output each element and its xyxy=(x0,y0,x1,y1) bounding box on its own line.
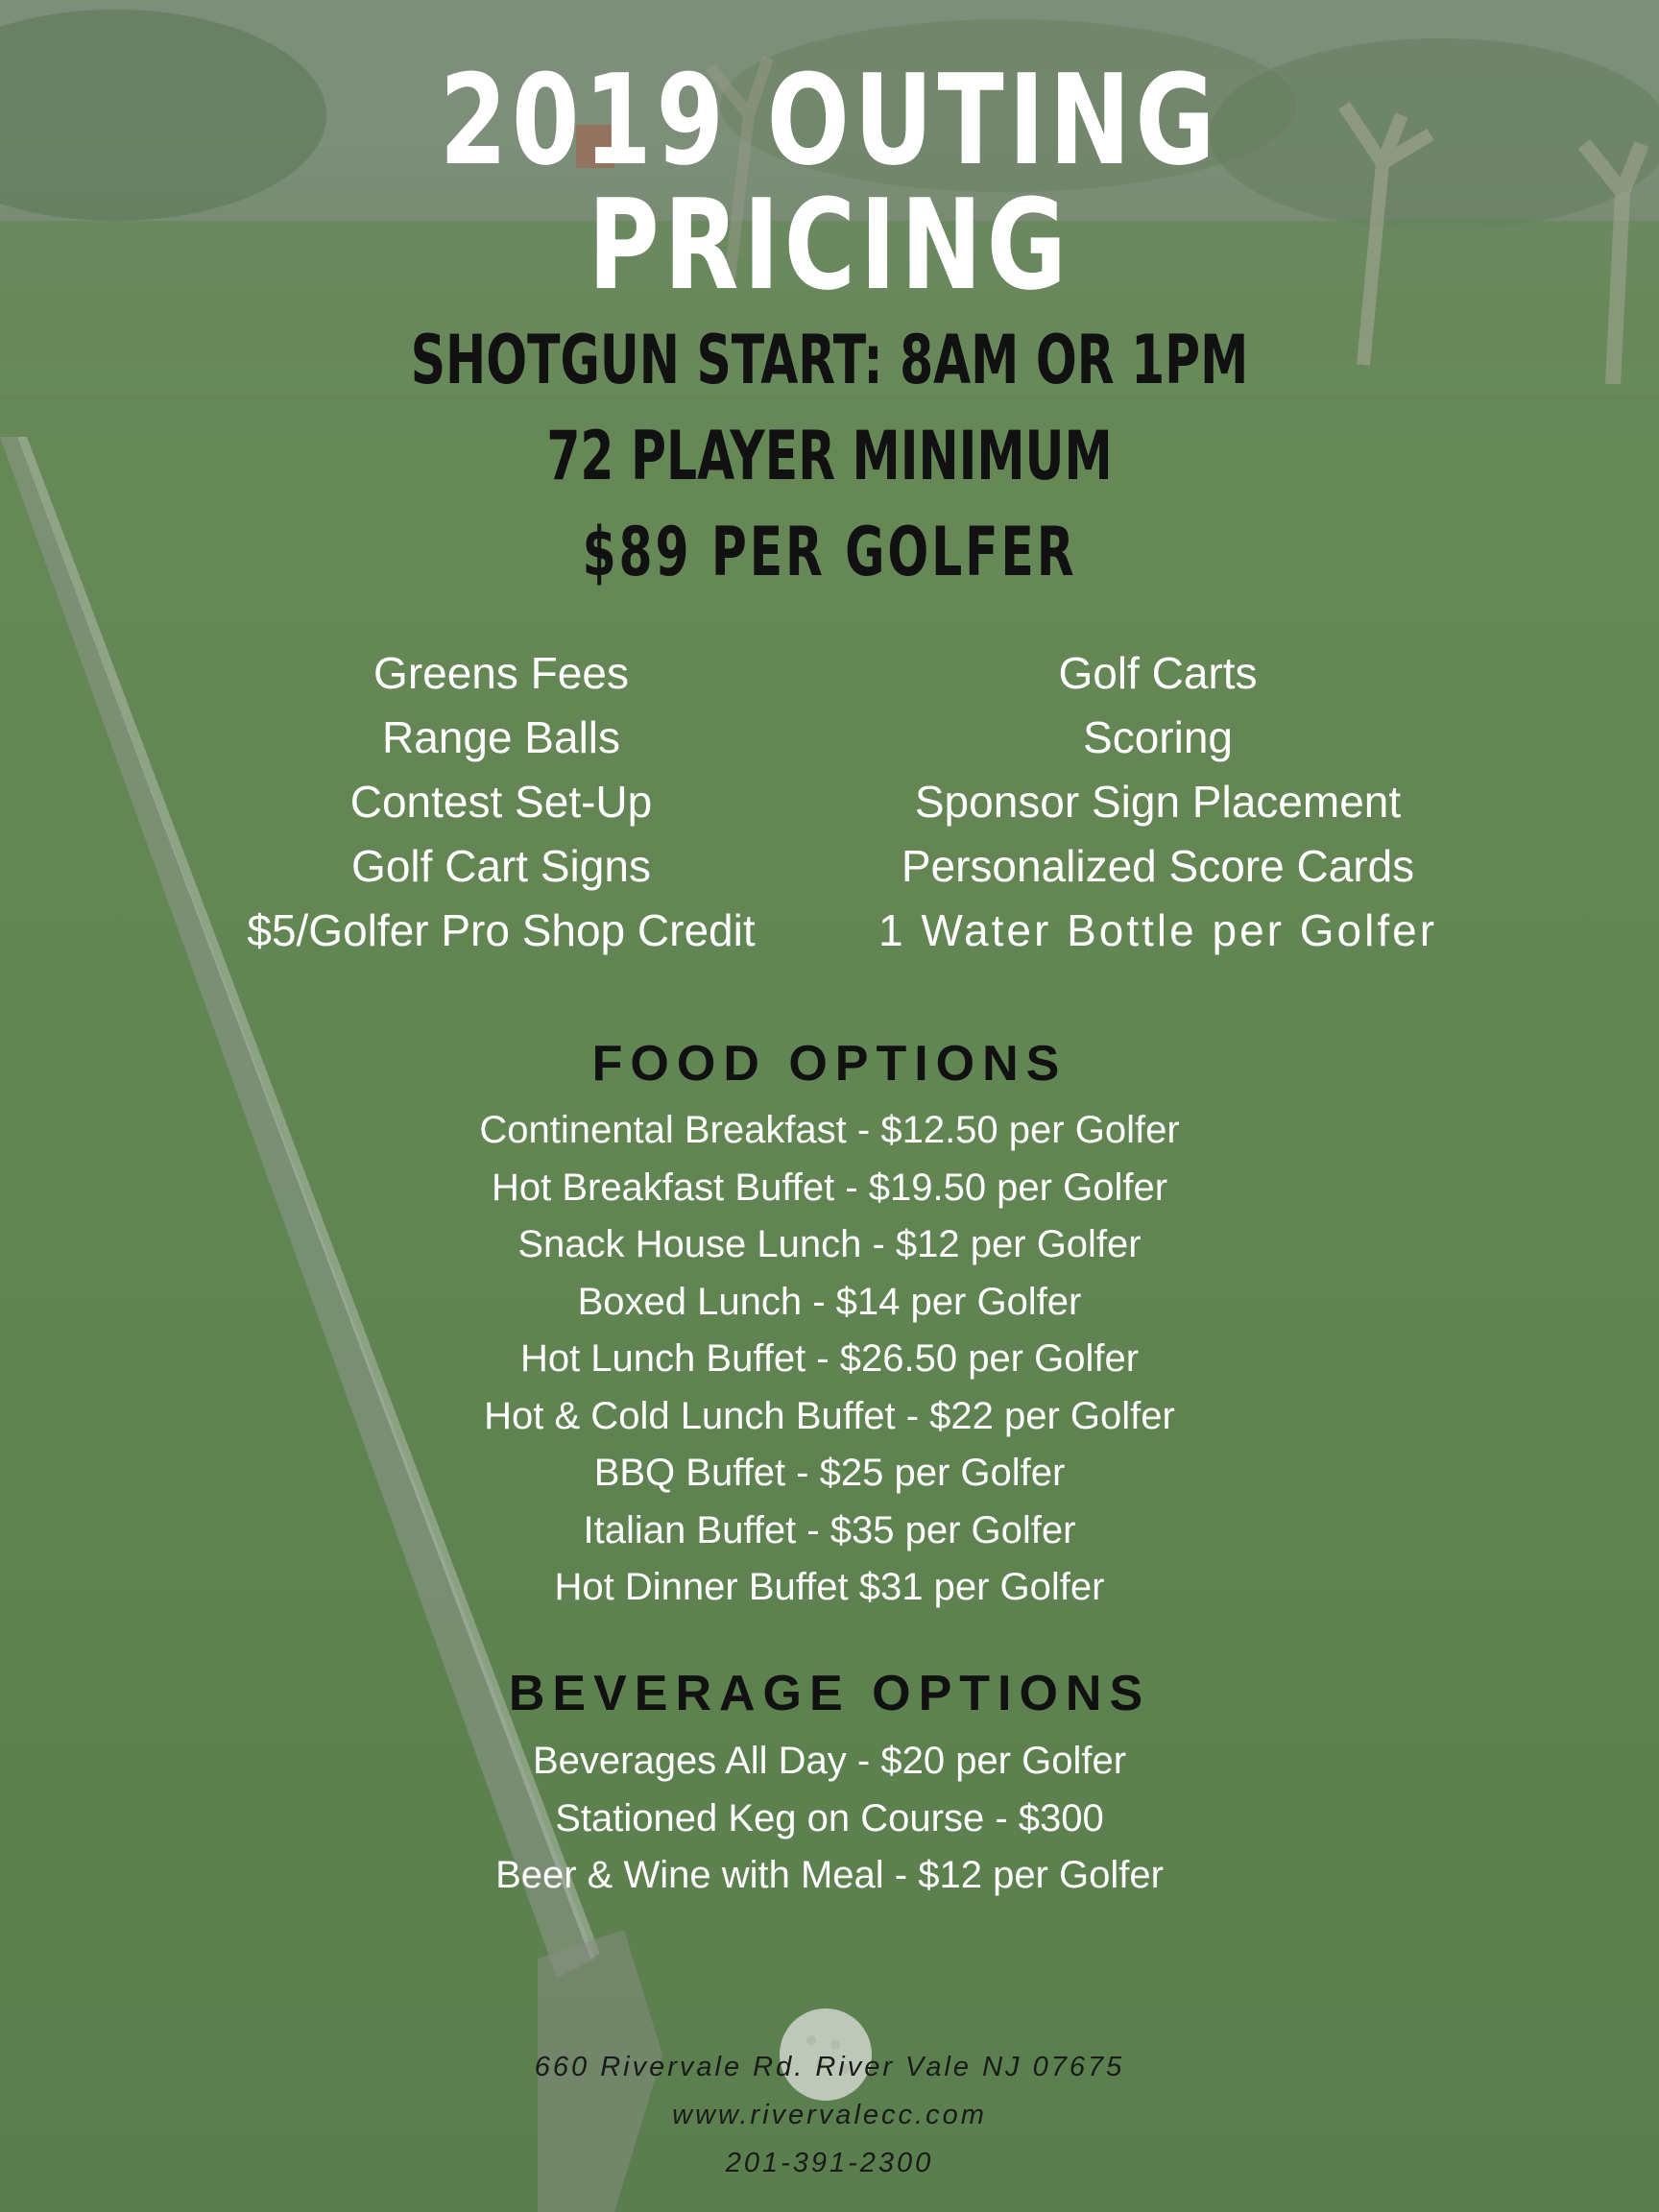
website-link[interactable]: www.rivervalecc.com xyxy=(672,2100,987,2130)
list-item: $5/Golfer Pro Shop Credit xyxy=(247,905,756,955)
shotgun-start-headline: SHOTGUN START: 8AM OR 1PM xyxy=(410,321,1249,399)
list-item: BBQ Buffet - $25 per Golfer xyxy=(593,1452,1066,1494)
list-item: Hot & Cold Lunch Buffet - $22 per Golfer xyxy=(484,1394,1175,1437)
price-per-golfer-headline: $89 PER GOLFER xyxy=(582,513,1077,591)
contact-footer xyxy=(0,2043,1659,2187)
list-item: Greens Fees xyxy=(373,648,629,698)
list-item: Golf Carts xyxy=(1058,648,1258,698)
list-item: Range Balls xyxy=(381,712,621,762)
list-item: Hot Breakfast Buffet - $19.50 per Golfer xyxy=(491,1166,1168,1209)
beverage-options-list xyxy=(0,1733,1659,1905)
included-items-right-column xyxy=(774,641,1542,963)
list-item: Hot Lunch Buffet - $26.50 per Golfer xyxy=(519,1337,1140,1380)
list-item: Stationed Keg on Course - $300 xyxy=(555,1796,1104,1839)
list-item: Continental Breakfast - $12.50 per Golfer xyxy=(479,1109,1180,1151)
list-item: Boxed Lunch - $14 per Golfer xyxy=(577,1280,1082,1323)
list-item: Contest Set-Up xyxy=(349,777,653,827)
list-item: 1 Water Bottle per Golfer xyxy=(878,905,1438,955)
list-item: Beer & Wine with Meal - $12 per Golfer xyxy=(495,1854,1164,1896)
player-minimum-headline: 72 PLAYER MINIMUM xyxy=(546,417,1113,495)
list-item: Personalized Score Cards xyxy=(901,841,1415,891)
food-options-heading: FOOD OPTIONS xyxy=(591,1036,1068,1092)
list-item: Snack House Lunch - $12 per Golfer xyxy=(517,1223,1142,1265)
list-item: Italian Buffet - $35 per Golfer xyxy=(583,1508,1076,1551)
address-text: 660 Rivervale Rd. River Vale NJ 07675 xyxy=(534,2052,1125,2082)
list-item: Beverages All Day - $20 per Golfer xyxy=(532,1740,1127,1782)
beverage-options-heading: BEVERAGE OPTIONS xyxy=(508,1666,1151,1721)
phone-number[interactable]: 201-391-2300 xyxy=(725,2148,934,2178)
list-item: Hot Dinner Buffet $31 per Golfer xyxy=(554,1566,1105,1608)
list-item: Scoring xyxy=(1083,712,1233,762)
list-item: Sponsor Sign Placement xyxy=(914,777,1402,827)
food-options-list xyxy=(0,1102,1659,1617)
included-items-left-column xyxy=(117,641,885,963)
list-item: Golf Cart Signs xyxy=(351,841,651,891)
page-title: 2019 OUTING PRICING xyxy=(439,47,1220,318)
